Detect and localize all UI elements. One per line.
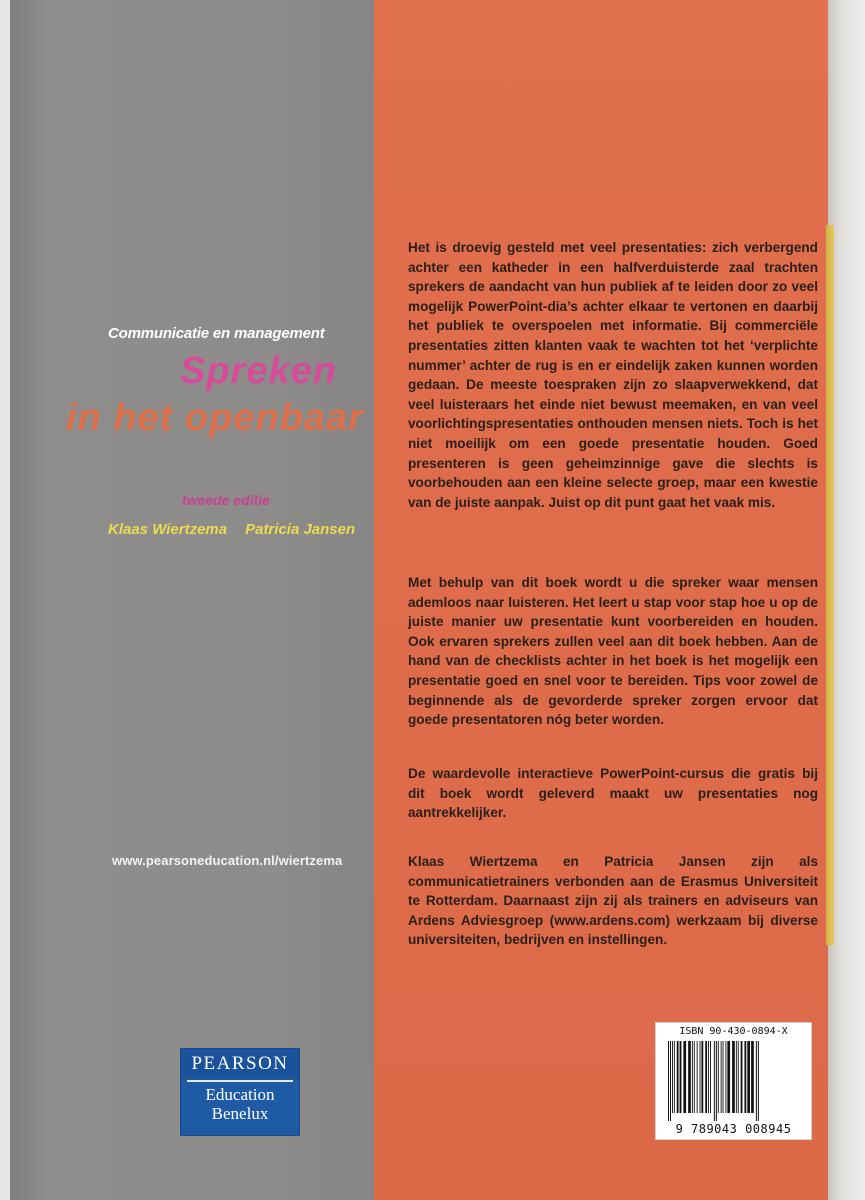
paragraph-text: Klaas Wiertzema en Patricia Jansen zijn als communicatietrainers verbonden aan de Erasmus Universiteit te Rotterdam. Daarnaast zijn zij als trainers en adviseurs van Ardens Adviesgroep (www.ardens.com) werkzaam bij diverse universiteiten, bedrijven en instellingen.: [408, 854, 818, 948]
paragraph-text: Het is droevig gesteld met veel presentaties: zich verbergend achter een katheder in een halfverduisterde zaal trachten sprekers de aandacht van hun publiek af te leiden door zo veel mogelijk PowerPoint-dia’s achter elkaar te vertonen en daarbij het publiek te overspoelen met informatie. Bij commerciële presentaties zitten klanten vaak te wachten tot het ‘verplichte nummer’ achter de rug is en er eindelijk zaken kunnen worden gedaan. De meeste toespraken zijn zo slaapverwekkend, dat veel luisteraars het einde niet bewust meemaken, en van veel voorlichtingspresentaties onthouden mensen niets. Toch is het niet moeilijk om een goede presentatie houden. Goed presenteren is geen geheimzinnige gave die slechts is voorbehouden aan een kleine selecte groep, maar een kwestie van de juiste aanpak. Juist op dit punt gaat het vaak mis.: [408, 240, 818, 510]
edition-label: tweede editie: [182, 492, 270, 508]
barcode-bar: [725, 1041, 726, 1113]
website-url: www.pearsoneducation.nl/wiertzema: [112, 853, 343, 868]
logo-line-2: Benelux: [211, 1104, 269, 1123]
barcode-bar: [747, 1041, 750, 1113]
paragraph-text: Met behulp van dit boek wordt u die spreker waar mensen ademloos naar luisteren. Het leert u stap voor stap hoe u op de juiste manier uw presentatie kunt voorbereiden en houden. Ook ervaren sprekers zullen veel aan dit boek hebben. Aan de hand van de checklists achter in het boek is het mogelijk een presentatie goed en snel voor te bereiden. Tips voor zowel de beginnende als de gevorderde spreker zorgen ervoor dat goede presentatoren nóg beter worden.: [408, 575, 818, 728]
pearson-logo: [180, 1048, 300, 1136]
barcode-bar: [732, 1041, 735, 1113]
barcode: [655, 1022, 812, 1140]
series-name: Communicatie en management: [108, 325, 325, 342]
barcode-bars: [666, 1041, 804, 1121]
author-2: Patricia Jansen: [245, 521, 356, 538]
logo-line-1: Education: [205, 1085, 275, 1104]
barcode-bar: [680, 1041, 682, 1113]
barcode-bar: [668, 1041, 669, 1121]
blurb-paragraph-3: [408, 764, 818, 823]
logo-divider: [187, 1080, 293, 1082]
barcode-bar: [727, 1041, 730, 1113]
barcode-bar: [714, 1041, 715, 1121]
blurb-paragraph-1: [408, 238, 818, 512]
barcode-bar: [721, 1041, 722, 1113]
barcode-bar: [716, 1041, 717, 1121]
barcode-bar: [688, 1041, 691, 1113]
title-line-1: Spreken: [180, 350, 337, 392]
barcode-bar: [670, 1041, 671, 1121]
logo-brand: PEARSON: [181, 1049, 299, 1079]
barcode-bar: [736, 1041, 737, 1113]
paragraph-text: De waardevolle interactieve PowerPoint-cursus die gratis bij dit boek wordt geleverd maakt uw presentaties nog aantrekkelijker.: [408, 766, 818, 821]
blurb-paragraph-2: [408, 573, 818, 730]
logo-subtitle: [181, 1085, 299, 1123]
barcode-bar: [683, 1041, 686, 1113]
barcode-bar: [741, 1041, 743, 1113]
barcode-bar: [700, 1041, 701, 1113]
barcode-bar: [701, 1041, 703, 1113]
barcode-bar: [723, 1041, 724, 1113]
barcode-bar: [692, 1041, 693, 1113]
blurb-paragraph-4: [408, 852, 818, 950]
barcode-bar: [751, 1041, 754, 1113]
barcode-bar: [756, 1041, 757, 1121]
author-1: Klaas Wiertzema: [108, 521, 228, 538]
isbn-number: ISBN 90-430-0894-X: [679, 1026, 788, 1037]
barcode-bar: [708, 1041, 709, 1113]
barcode-bar: [710, 1041, 711, 1113]
grey-panel: [10, 0, 374, 1200]
barcode-bar: [697, 1041, 698, 1113]
barcode-bar: [738, 1041, 739, 1113]
barcode-bar: [672, 1041, 673, 1113]
barcode-bar: [674, 1041, 675, 1113]
ean-number: 9 789043 008945: [675, 1122, 792, 1136]
spine-strip: [826, 225, 834, 945]
authors: [108, 521, 355, 538]
barcode-bar: [718, 1041, 719, 1113]
barcode-bar: [705, 1041, 707, 1113]
barcode-bar: [744, 1041, 746, 1113]
barcode-bar: [758, 1041, 759, 1121]
barcode-bar: [694, 1041, 695, 1113]
title-line-2: in het openbaar: [66, 397, 364, 439]
barcode-bar: [677, 1041, 679, 1113]
